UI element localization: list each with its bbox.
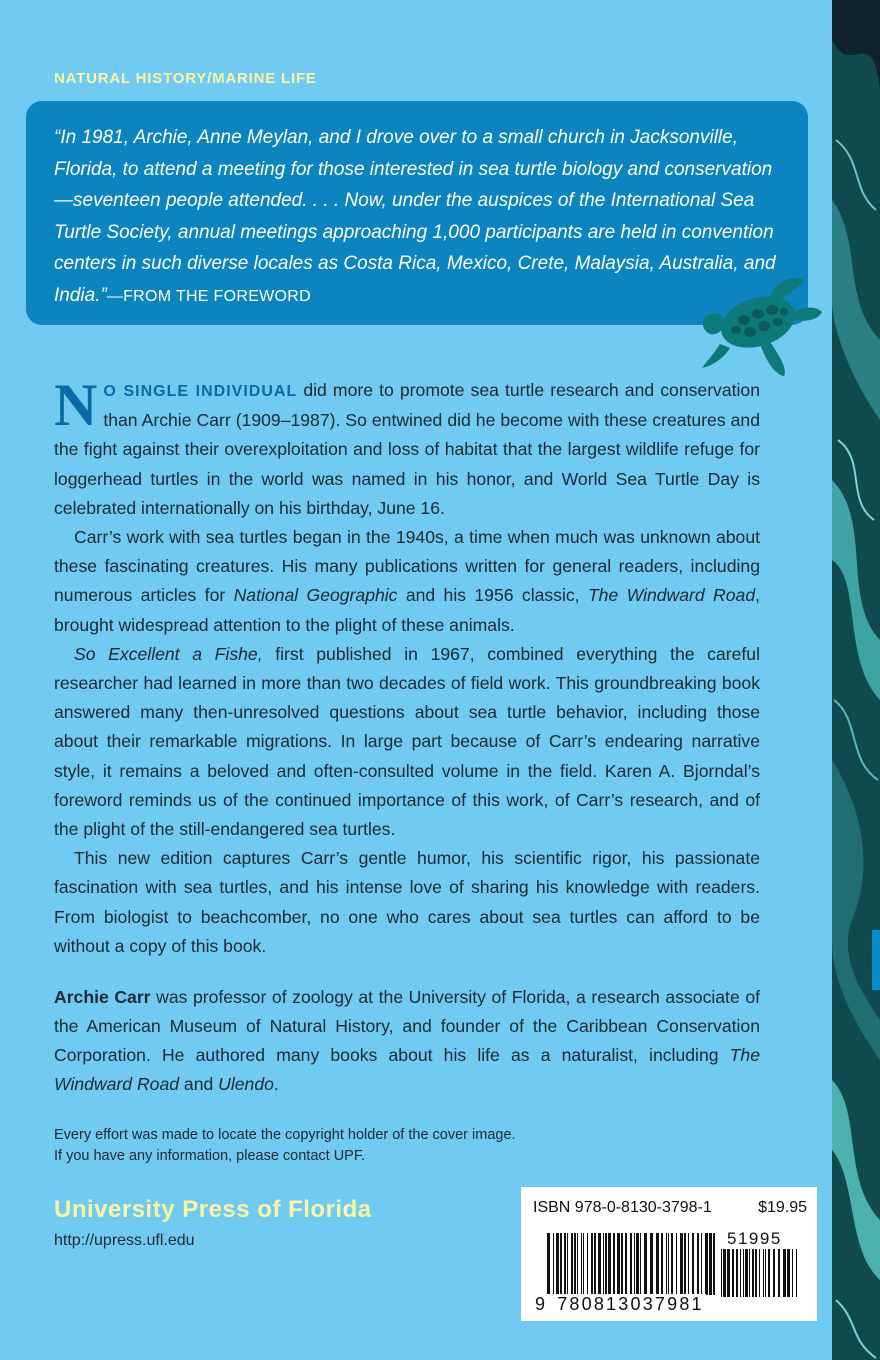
barcode-bar (745, 1249, 748, 1297)
paragraph-1-text: did more to promote sea turtle research and conservation than Archie Carr (1909–1987). So entwined did he become with these creatures and the fight against their overexploitation and loss of habitat that the largest wildlife refuge for loggerhead turtles in the world was named in his honor, and World Sea Turtle Day is celebrated internationally on his birthday, June 16. (54, 380, 761, 518)
barcode-bar (553, 1233, 554, 1295)
barcode-bar (556, 1233, 559, 1295)
barcode-bar (571, 1233, 573, 1295)
description-paragraph-4: This new edition captures Carr’s gentle humor, his scientific rigor, his passionate fascination with sea turtles, and his intense love of sharing his knowledge with readers. From biologist to beachcomber, no one who cares about sea turtles can afford to be without a copy of this book. (54, 848, 760, 956)
drop-cap: N (54, 372, 98, 438)
bio-text-a: was professor of zoology at the University of Florida, a research associate of the American Museum of Natural History, and founder of the Caribbean Conservation Corporation. He authored many books about his life as a naturalist, including (54, 987, 760, 1065)
barcode-bar (740, 1249, 741, 1297)
paragraph-2-text-c: , brought widespread attention to the plight of these animals. (54, 585, 760, 635)
barcode-addon-icon (721, 1249, 801, 1297)
barcode-bar (650, 1233, 653, 1295)
barcode-digits (533, 1294, 706, 1315)
barcode-bar (787, 1249, 790, 1297)
barcode-bar (783, 1249, 786, 1297)
barcode-bar (796, 1249, 797, 1297)
notice-line-2: If you have any information, please contact UPF. (54, 1148, 366, 1164)
barcode-bar (743, 1249, 744, 1297)
barcode-bar (688, 1233, 689, 1295)
barcode-bar (692, 1233, 694, 1295)
barcode-bar (666, 1233, 667, 1295)
author-name: Archie Carr (54, 987, 151, 1007)
isbn-number: ISBN 978-0-8130-3798-1 (533, 1199, 712, 1216)
price: $19.95 (758, 1199, 807, 1216)
barcode-bar (587, 1233, 588, 1295)
bio-text-c: . (273, 1074, 279, 1094)
publisher-name: University Press of Florida (54, 1196, 372, 1223)
barcode-bar (630, 1233, 632, 1295)
barcode-bar (763, 1249, 764, 1297)
barcode-bar (613, 1233, 615, 1295)
barcode-bar (591, 1233, 593, 1295)
description-paragraph-1 (54, 372, 761, 523)
barcode-bar (547, 1233, 550, 1295)
barcode-bar (676, 1233, 677, 1295)
barcode-bar (792, 1249, 793, 1297)
lead-in: O SINGLE INDIVIDUAL (103, 383, 298, 400)
barcode-bar (773, 1249, 775, 1297)
quote-source: —FROM THE FOREWORD (106, 287, 312, 305)
bio-title-ulendo: Ulendo (218, 1074, 274, 1094)
paragraph-2-text-b: and his 1956 classic, (397, 585, 588, 606)
description-paragraph-2 (54, 523, 760, 640)
barcode-bar (755, 1249, 757, 1297)
barcode-bar (644, 1233, 647, 1295)
addon-number: 51995 (727, 1229, 782, 1248)
barcode-bar (594, 1233, 596, 1295)
barcode-bar (617, 1233, 620, 1295)
barcode-bar (759, 1249, 760, 1297)
barcode-bar (765, 1249, 766, 1297)
sea-turtle-icon (700, 276, 824, 378)
foreword-quote (54, 122, 782, 312)
italic-title-national-geographic: National Geographic (233, 585, 398, 606)
barcode-bar (603, 1233, 604, 1295)
barcode-bar (634, 1233, 635, 1295)
barcode-bar (625, 1233, 627, 1295)
barcode-bar (560, 1233, 562, 1295)
barcode-bar (697, 1233, 699, 1295)
barcode-bar (656, 1233, 659, 1295)
copyright-notice (54, 1125, 516, 1167)
barcode-bar (577, 1233, 578, 1295)
barcode-bar (732, 1249, 734, 1297)
foreword-quote-box (26, 101, 808, 325)
author-bio (54, 983, 760, 1099)
barcode-bar (684, 1233, 686, 1295)
barcode-bar (749, 1249, 750, 1297)
barcode-bar (721, 1249, 722, 1297)
italic-title-windward-road: The Windward Road (587, 585, 756, 606)
water-texture (832, 0, 880, 1360)
barcode-bar (736, 1249, 738, 1297)
barcode-bar (598, 1233, 601, 1295)
barcode-bar (709, 1233, 712, 1295)
paragraph-3-text: first published in 1967, combined everything the careful researcher had learned in more than two decades of field work. This groundbreaking book answered many then-unresolved questions about sea turtle behavior, including those about their remarkable migrations. In large part because of Carr’s endearing narrative style, it remains a beloved and often-consulted volume in the field. Karen A. Bjorndal’s foreword reminds us of the continued importance of this work, of Carr’s research, and of the plight of the still-endangered sea turtles. (54, 643, 760, 840)
barcode-bar (574, 1233, 576, 1295)
barcode-bar (701, 1233, 702, 1295)
book-description (54, 372, 761, 961)
barcode-bar (723, 1249, 726, 1297)
description-paragraph-3 (54, 640, 760, 844)
italic-title-so-excellent-a-fishe: So Excellent a Fishe, (74, 643, 263, 664)
notice-line-1: Every effort was made to locate the copyright holder of the cover image. (54, 1127, 516, 1143)
barcode-bar (608, 1233, 611, 1295)
quote-text: “In 1981, Archie, Anne Meylan, and I drove over to a small church in Jacksonville, Florida, to attend a meeting for those interested in sea turtle biology and conservation—seventeen people attended. . . . Now, under the auspices of the International Sea Turtle Society, annual meetings approaching 1,000 participants are held in convention centers in such diverse locales as Costa Rica, Mexico, Crete, Malaysia, Australia, and India.” (54, 127, 776, 306)
barcode-bar (768, 1249, 770, 1297)
barcode-bar (668, 1233, 669, 1295)
barcode-panel (521, 1187, 817, 1321)
barcode-bar (661, 1233, 663, 1295)
barcode-bar (752, 1249, 754, 1297)
bio-title-windward-road: The Windward Road (54, 1045, 760, 1094)
barcode-bar (778, 1249, 780, 1297)
barcode-main-icon (547, 1233, 717, 1295)
barcode-bar (581, 1233, 582, 1295)
barcode-bar (564, 1233, 566, 1295)
barcode-bar (640, 1233, 641, 1295)
barcode-bar (727, 1249, 730, 1297)
barcode-bar (680, 1233, 683, 1295)
publisher-url[interactable]: http://upress.ufl.edu (54, 1232, 195, 1249)
barcode-bar (671, 1233, 673, 1295)
paragraph-2-text-a: Carr’s work with sea turtles began in the 1940s, a time when much was unknown about these fascinating creatures. His many publications written for general readers, including numerous articles for (54, 527, 760, 606)
barcode-bar (705, 1233, 708, 1295)
barcode-bar (567, 1233, 568, 1295)
barcode-bar (583, 1233, 584, 1295)
barcode-digit-string: 780813037981 (557, 1294, 704, 1314)
cover-image-strip (832, 0, 880, 1360)
barcode-first-digit: 9 (535, 1294, 548, 1314)
bio-text-b: and (179, 1074, 219, 1094)
barcode-bar (605, 1233, 607, 1295)
barcode-bar (713, 1233, 715, 1295)
barcode-bar (636, 1233, 639, 1295)
barcode-bar (621, 1233, 623, 1295)
category-label: NATURAL HISTORY/MARINE LIFE (54, 70, 317, 87)
